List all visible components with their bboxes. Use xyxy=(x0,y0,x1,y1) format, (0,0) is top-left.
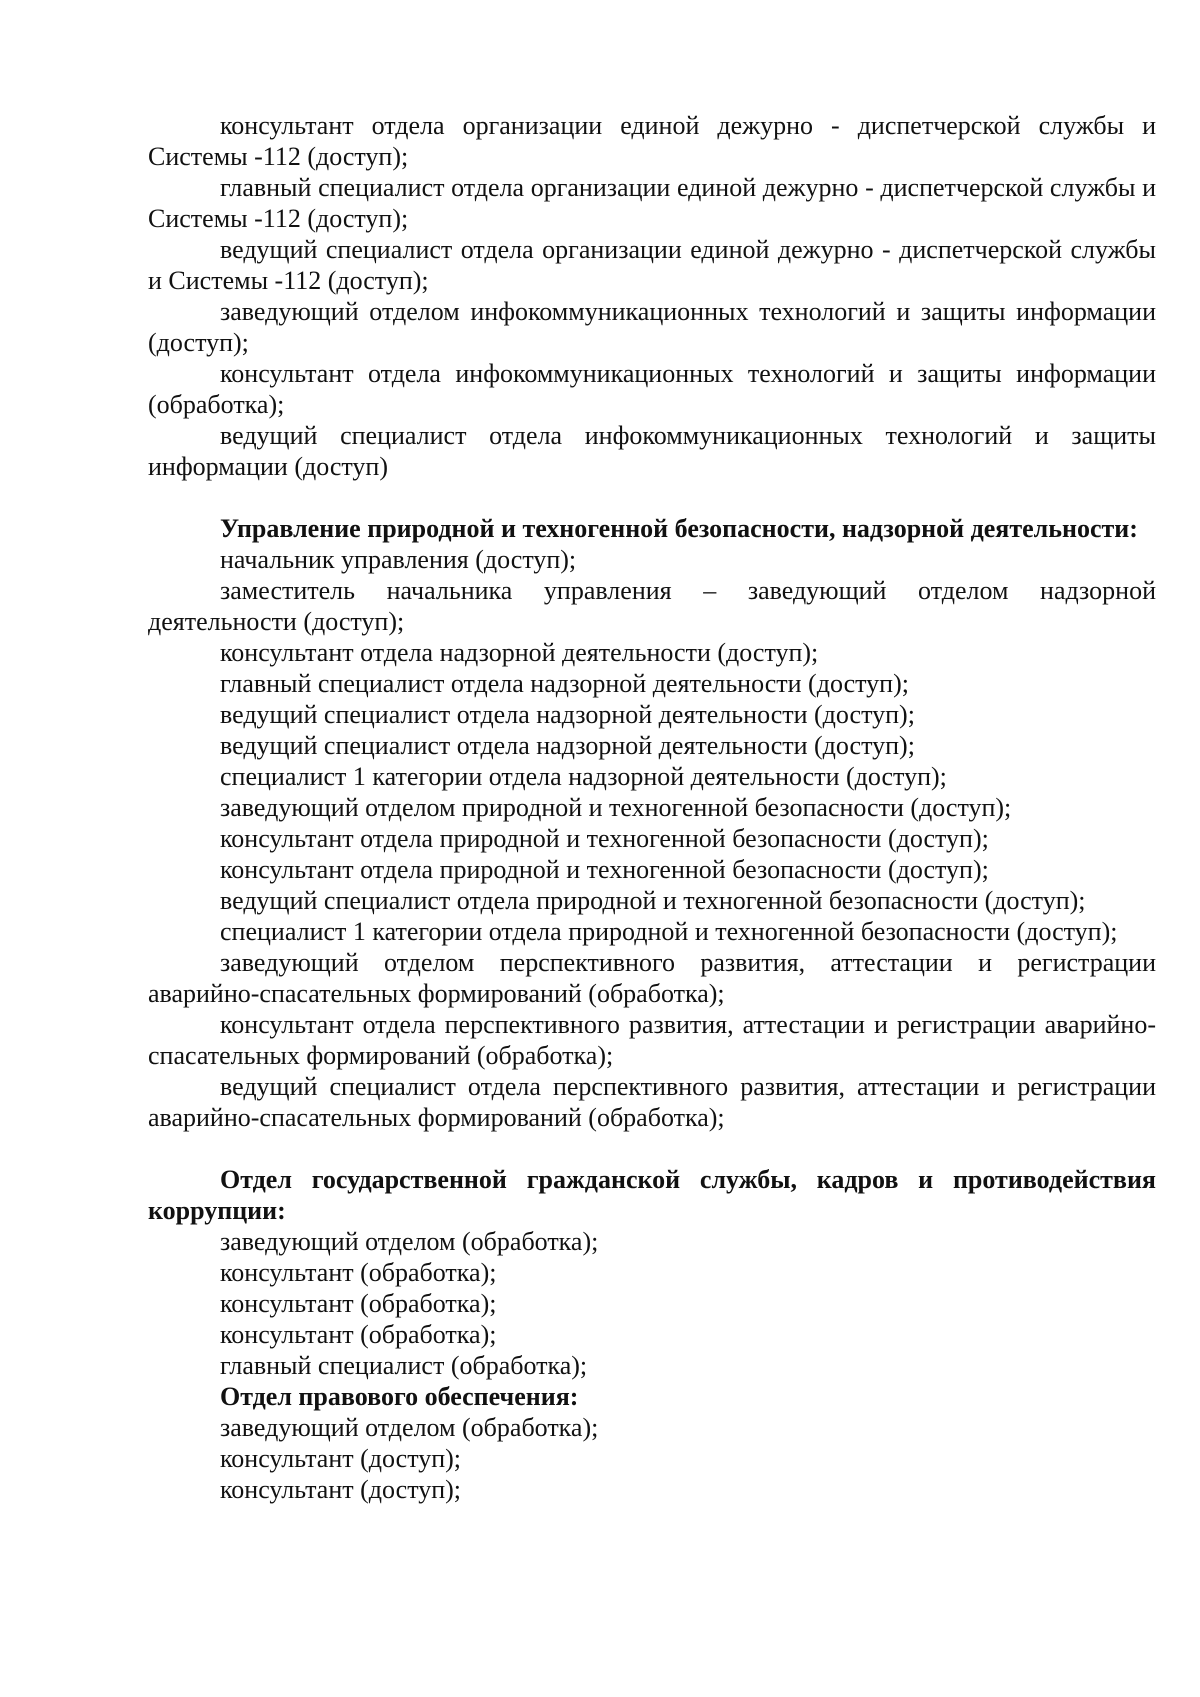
list-item: консультант (обработка); xyxy=(220,1320,497,1349)
list-item: консультант (доступ); xyxy=(220,1444,462,1473)
list-item: главный специалист (обработка); xyxy=(220,1351,588,1380)
list-item: специалист 1 категории отдела надзорной деятельности (доступ); xyxy=(220,762,947,791)
document-page xyxy=(148,110,1156,1505)
section-spacer xyxy=(148,1133,1156,1164)
section-heading: Отдел правового обеспечения: xyxy=(220,1382,579,1411)
list-item: главный специалист отдела организации единой дежурно - диспетчерской службы и Системы -112 (доступ); xyxy=(148,173,1156,233)
list-item: специалист 1 категории отдела природной и техногенной безопасности (доступ); xyxy=(220,917,1118,946)
list-item: ведущий специалист отдела инфокоммуникационных технологий и защиты информации (доступ) xyxy=(148,421,1156,481)
list-item: консультант отдела природной и техногенной безопасности (доступ); xyxy=(220,824,989,853)
section-edds xyxy=(148,110,1156,482)
list-item: консультант отдела природной и техногенной безопасности (доступ); xyxy=(220,855,989,884)
list-item: заместитель начальника управления – заведующий отделом надзорной деятельности (доступ); xyxy=(148,576,1156,636)
list-item: заведующий отделом перспективного развития, аттестации и регистрации аварийно-спасательных формирований (обработка); xyxy=(148,948,1156,1008)
list-item: ведущий специалист отдела природной и техногенной безопасности (доступ); xyxy=(220,886,1086,915)
section-heading: Отдел государственной гражданской службы, кадров и противодействия коррупции: xyxy=(148,1165,1156,1225)
section-legal xyxy=(148,1381,1156,1505)
list-item: консультант (обработка); xyxy=(220,1289,497,1318)
section-safety xyxy=(148,513,1156,1133)
section-civil-service xyxy=(148,1164,1156,1381)
list-item: ведущий специалист отдела перспективного развития, аттестации и регистрации аварийно-спасательных формирований (обработка); xyxy=(148,1072,1156,1132)
list-item: заведующий отделом инфокоммуникационных технологий и защиты информации (доступ); xyxy=(148,297,1156,357)
list-item: консультант (обработка); xyxy=(220,1258,497,1287)
list-item: консультант отдела перспективного развития, аттестации и регистрации аварийно-спасательных формирований (обработка); xyxy=(148,1010,1156,1070)
list-item: ведущий специалист отдела надзорной деятельности (доступ); xyxy=(220,731,915,760)
list-item: заведующий отделом природной и техногенной безопасности (доступ); xyxy=(220,793,1012,822)
section-heading: Управление природной и техногенной безопасности, надзорной деятельности: xyxy=(220,514,1138,543)
list-item: заведующий отделом (обработка); xyxy=(220,1227,599,1256)
list-item: консультант отдела организации единой дежурно - диспетчерской службы и Системы -112 (доступ); xyxy=(148,111,1156,171)
list-item: консультант отдела надзорной деятельности (доступ); xyxy=(220,638,819,667)
list-item: консультант отдела инфокоммуникационных технологий и защиты информации (обработка); xyxy=(148,359,1156,419)
list-item: главный специалист отдела надзорной деятельности (доступ); xyxy=(220,669,909,698)
list-item: заведующий отделом (обработка); xyxy=(220,1413,599,1442)
list-item: ведущий специалист отдела надзорной деятельности (доступ); xyxy=(220,700,915,729)
list-item: консультант (доступ); xyxy=(220,1475,462,1504)
section-spacer xyxy=(148,482,1156,513)
list-item: ведущий специалист отдела организации единой дежурно - диспетчерской службы и Системы -112 (доступ); xyxy=(148,235,1156,295)
list-item: начальник управления (доступ); xyxy=(220,545,577,574)
